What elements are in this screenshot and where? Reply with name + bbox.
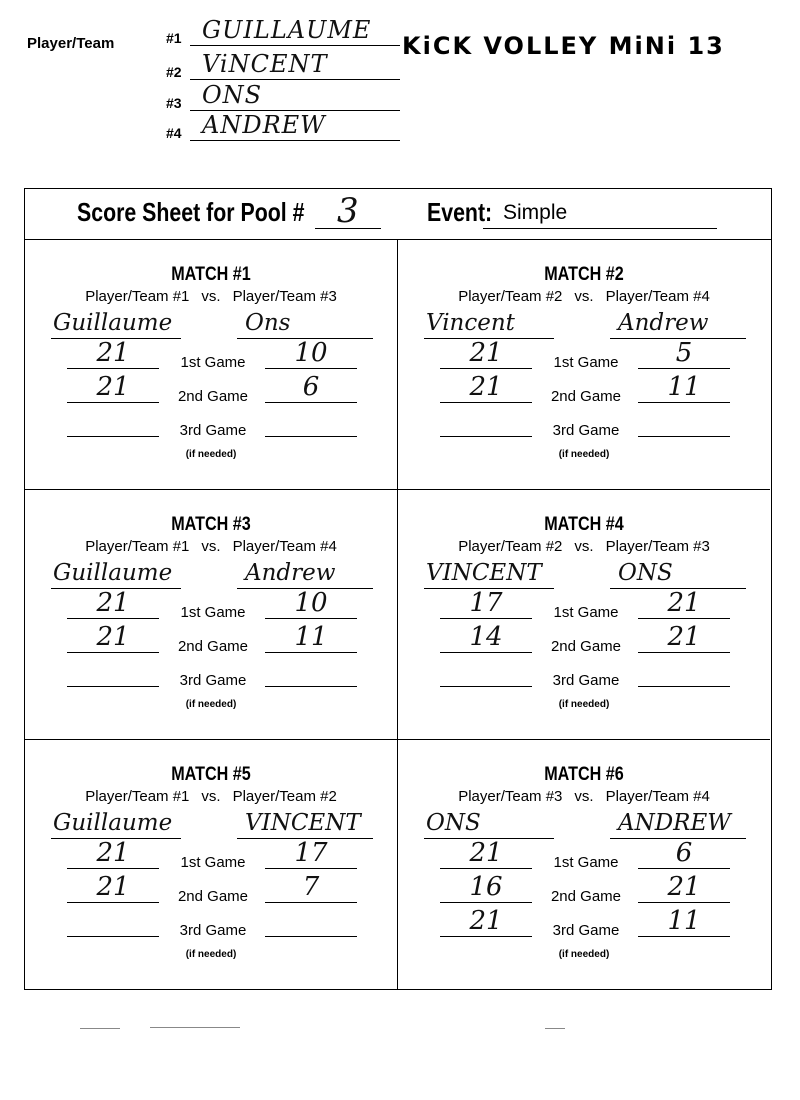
game3-left-line (67, 436, 159, 437)
player-name: ANDREW (202, 111, 326, 139)
game2-left-score: 14 (469, 622, 503, 652)
left-player-name: Guillaume (53, 560, 173, 586)
game1-label: 1st Game (180, 354, 246, 371)
game3-label: 3rd Game (552, 922, 620, 939)
match-cell-3 (25, 490, 397, 740)
game2-right-score: 11 (667, 372, 701, 402)
game3-right-line (638, 686, 730, 687)
event-label: Event: (427, 197, 493, 227)
match-title: MATCH #5 (171, 764, 251, 785)
match-cell-1 (25, 240, 397, 490)
game1-label: 1st Game (180, 854, 246, 871)
game3-left-line (67, 936, 159, 937)
game2-right-line (638, 402, 730, 403)
scan-mark (80, 1028, 120, 1029)
game2-right-score: 11 (294, 622, 328, 652)
left-player-name: Guillaume (53, 310, 173, 336)
game1-left-score: 21 (469, 838, 503, 868)
player-entry-3 (166, 81, 400, 113)
game1-right-score: 5 (675, 338, 693, 368)
game1-left-score: 21 (96, 338, 130, 368)
right-player-name: Andrew (618, 310, 709, 336)
vs-label: vs. (201, 538, 221, 555)
match-teams (25, 788, 397, 805)
left-team-label: Player/Team #3 (458, 788, 563, 805)
game2-label: 2nd Game (177, 388, 249, 405)
game1-right-score: 10 (294, 338, 328, 368)
game1-right-line (638, 618, 730, 619)
right-player-name: VINCENT (245, 810, 361, 836)
match-cell-5 (25, 740, 397, 989)
game1-label: 1st Game (553, 604, 619, 621)
event-value: Simple (503, 201, 568, 224)
if-needed-note: (if needed) (185, 699, 237, 710)
game2-right-line (265, 902, 357, 903)
game1-label: 1st Game (180, 604, 246, 621)
game1-left-line (67, 868, 159, 869)
vs-label: vs. (201, 288, 221, 305)
game2-right-score: 6 (302, 372, 320, 402)
vs-label: vs. (201, 788, 221, 805)
game1-left-score: 21 (96, 588, 130, 618)
right-team-label: Player/Team #2 (232, 788, 337, 805)
match-cell-2 (397, 240, 770, 490)
game2-left-line (440, 402, 532, 403)
left-team-label: Player/Team #1 (85, 788, 190, 805)
game1-right-line (265, 618, 357, 619)
if-needed-note: (if needed) (185, 449, 237, 460)
game2-right-score: 21 (667, 872, 701, 902)
scan-mark (150, 1027, 240, 1028)
player-team-label: Player/Team (27, 35, 115, 52)
game2-label: 2nd Game (177, 888, 249, 905)
right-player-name: Ons (245, 310, 291, 336)
player-number: #1 (166, 30, 182, 46)
match-teams (25, 288, 397, 305)
game1-left-line (440, 618, 532, 619)
match-title: MATCH #6 (544, 764, 624, 785)
match-teams (398, 538, 770, 555)
match-teams (25, 538, 397, 555)
right-team-label: Player/Team #3 (605, 538, 710, 555)
game2-right-line (265, 402, 357, 403)
player-number: #4 (166, 125, 182, 141)
vs-label: vs. (574, 288, 594, 305)
game3-label: 3rd Game (552, 672, 620, 689)
left-player-name: ONS (426, 810, 481, 836)
score-sheet (24, 188, 772, 990)
game1-left-score: 17 (469, 588, 503, 618)
game3-left-line (440, 436, 532, 437)
left-team-label: Player/Team #2 (458, 288, 563, 305)
left-team-label: Player/Team #2 (458, 538, 563, 555)
right-player-name: Andrew (245, 560, 336, 586)
game2-left-line (67, 652, 159, 653)
right-team-label: Player/Team #3 (232, 288, 337, 305)
left-player-name: VINCENT (426, 560, 542, 586)
right-team-label: Player/Team #4 (232, 538, 337, 555)
match-teams (398, 288, 770, 305)
if-needed-note: (if needed) (185, 949, 237, 960)
pool-number: 3 (337, 191, 359, 231)
game2-right-score: 21 (667, 622, 701, 652)
game3-label: 3rd Game (179, 672, 247, 689)
score-sheet-header (25, 189, 771, 240)
game1-left-line (440, 868, 532, 869)
game3-left-score: 21 (469, 906, 503, 936)
left-player-name: Vincent (426, 310, 515, 336)
game2-left-line (67, 902, 159, 903)
player-name-line (190, 140, 400, 141)
game3-right-score: 11 (667, 906, 701, 936)
score-sheet-title: Score Sheet for Pool # (77, 197, 305, 227)
game2-right-line (638, 652, 730, 653)
right-player-name: ANDREW (618, 810, 731, 836)
vs-label: vs. (574, 788, 594, 805)
game2-left-score: 21 (96, 622, 130, 652)
game1-right-score: 17 (294, 838, 328, 868)
player-number: #2 (166, 64, 182, 80)
player-name: ViNCENT (202, 50, 328, 78)
game2-left-line (440, 652, 532, 653)
game1-left-line (67, 368, 159, 369)
game2-left-line (67, 402, 159, 403)
game2-left-line (440, 902, 532, 903)
game3-label: 3rd Game (179, 922, 247, 939)
event-title: KiCK VOLLEY MiNi 13 (402, 32, 725, 60)
game1-left-score: 21 (96, 838, 130, 868)
right-team-label: Player/Team #4 (605, 288, 710, 305)
game2-left-score: 21 (469, 372, 503, 402)
if-needed-note: (if needed) (558, 949, 610, 960)
game3-left-line (440, 686, 532, 687)
match-cell-4 (397, 490, 770, 740)
scan-mark (545, 1028, 565, 1029)
if-needed-note: (if needed) (558, 449, 610, 460)
game2-label: 2nd Game (177, 638, 249, 655)
game3-right-line (265, 686, 357, 687)
game1-right-score: 10 (294, 588, 328, 618)
game3-right-line (265, 936, 357, 937)
game3-right-line (638, 436, 730, 437)
game3-right-line (638, 936, 730, 937)
game1-left-score: 21 (469, 338, 503, 368)
game2-label: 2nd Game (550, 388, 622, 405)
game2-label: 2nd Game (550, 888, 622, 905)
game2-right-line (638, 902, 730, 903)
right-team-label: Player/Team #4 (605, 788, 710, 805)
game2-left-score: 21 (96, 372, 130, 402)
game1-left-line (440, 368, 532, 369)
player-entry-1 (166, 16, 400, 48)
vs-label: vs. (574, 538, 594, 555)
game1-right-line (265, 368, 357, 369)
game1-label: 1st Game (553, 854, 619, 871)
game1-right-score: 21 (667, 588, 701, 618)
match-teams (398, 788, 770, 805)
if-needed-note: (if needed) (558, 699, 610, 710)
game3-label: 3rd Game (552, 422, 620, 439)
game3-right-line (265, 436, 357, 437)
left-player-name: Guillaume (53, 810, 173, 836)
game2-right-line (265, 652, 357, 653)
game2-left-score: 21 (96, 872, 130, 902)
match-cell-6 (397, 740, 770, 989)
left-team-label: Player/Team #1 (85, 538, 190, 555)
player-name-line (190, 45, 400, 46)
event-line (483, 228, 717, 229)
match-title: MATCH #4 (544, 514, 624, 535)
player-name: ONS (202, 81, 263, 109)
game2-right-score: 7 (302, 872, 320, 902)
player-name: GUILLAUME (202, 16, 372, 44)
match-title: MATCH #3 (171, 514, 251, 535)
game2-label: 2nd Game (550, 638, 622, 655)
player-entry-2 (166, 50, 400, 82)
match-title: MATCH #1 (171, 264, 251, 285)
left-team-label: Player/Team #1 (85, 288, 190, 305)
game1-right-score: 6 (675, 838, 693, 868)
game3-left-line (67, 686, 159, 687)
game3-label: 3rd Game (179, 422, 247, 439)
right-player-name: ONS (618, 560, 673, 586)
player-name-line (190, 79, 400, 80)
player-number: #3 (166, 95, 182, 111)
game2-left-score: 16 (469, 872, 503, 902)
game1-right-line (265, 868, 357, 869)
game1-right-line (638, 368, 730, 369)
game1-right-line (638, 868, 730, 869)
player-entry-4 (166, 111, 400, 143)
match-title: MATCH #2 (544, 264, 624, 285)
game3-left-line (440, 936, 532, 937)
game1-left-line (67, 618, 159, 619)
game1-label: 1st Game (553, 354, 619, 371)
